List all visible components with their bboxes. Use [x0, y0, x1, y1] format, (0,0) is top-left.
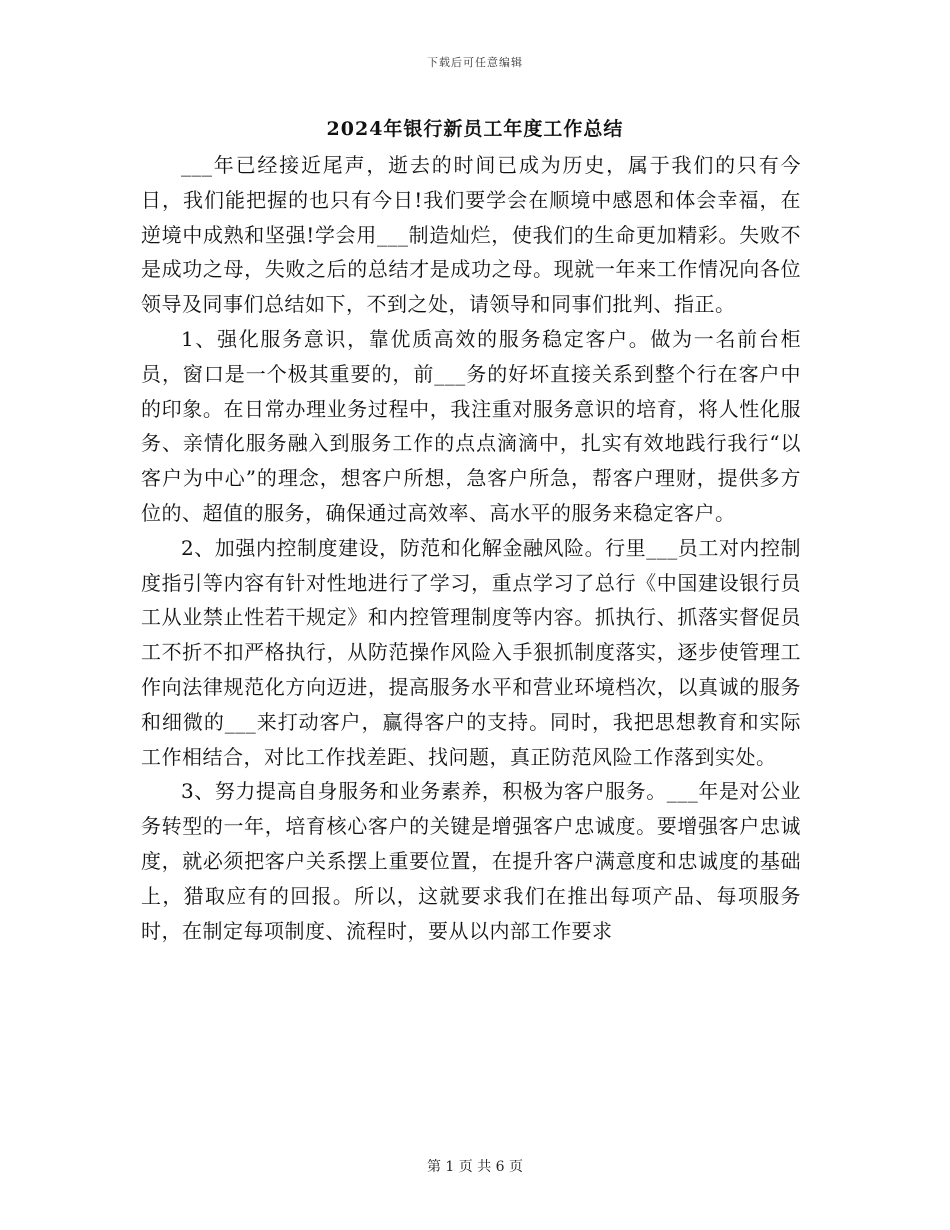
document-body [141, 148, 801, 948]
paragraph-intro: ___年已经接近尾声，逝去的时间已成为历史，属于我们的只有今日，我们能把握的也只有今日!我们要学会在顺境中感恩和体会幸福，在逆境中成熟和坚强!学会用___制造灿烂，使我们的生命更加精彩。失败不是成功之母，失败之后的总结才是成功之母。现就一年来工作情况向各位领导及同事们总结如下，不到之处，请领导和同事们批判、指正。 [141, 153, 801, 317]
document-title: 2024年银行新员工年度工作总结 [326, 118, 624, 140]
header-note: 下载后可任意编辑 [427, 56, 523, 69]
paragraph-item-1: 1、强化服务意识，靠优质高效的服务稳定客户。做为一名前台柜员，窗口是一个极其重要的，前___务的好坏直接关系到整个行在客户中的印象。在日常办理业务过程中，我注重对服务意识的培育，将人性化服务、亲情化服务融入到服务工作的点点滴滴中，扎实有效地践行我行“以客户为中心”的理念，想客户所想，急客户所急，帮客户理财，提供多方位的、超值的服务，确保通过高效率、高水平的服务来稳定客户。 [141, 326, 801, 525]
page-number: 第 1 页 共 6 页 [426, 1159, 524, 1175]
paragraph-item-3: 3、努力提高自身服务和业务素养，积极为客户服务。___年是对公业务转型的一年，培育核心客户的关键是增强客户忠诚度。要增强客户忠诚度，就必须把客户关系摆上重要位置，在提升客户满意度和忠诚度的基础上，猎取应有的回报。所以，这就要求我们在推出每项产品、每项服务时，在制定每项制度、流程时，要从以内部工作要求 [141, 779, 801, 943]
paragraph-item-2: 2、加强内控制度建设，防范和化解金融风险。行里___员工对内控制度指引等内容有针对性地进行了学习，重点学习了总行《中国建设银行员工从业禁止性若干规定》和内控管理制度等内容。抓执行、抓落实督促员工不折不扣严格执行，从防范操作风险入手狠抓制度落实，逐步使管理工作向法律规范化方向迈进，提高服务水平和营业环境档次，以真诚的服务和细微的___来打动客户，赢得客户的支持。同时，我把思想教育和实际工作相结合，对比工作找差距、找问题，真正防范风险工作落到实处。 [141, 535, 801, 769]
